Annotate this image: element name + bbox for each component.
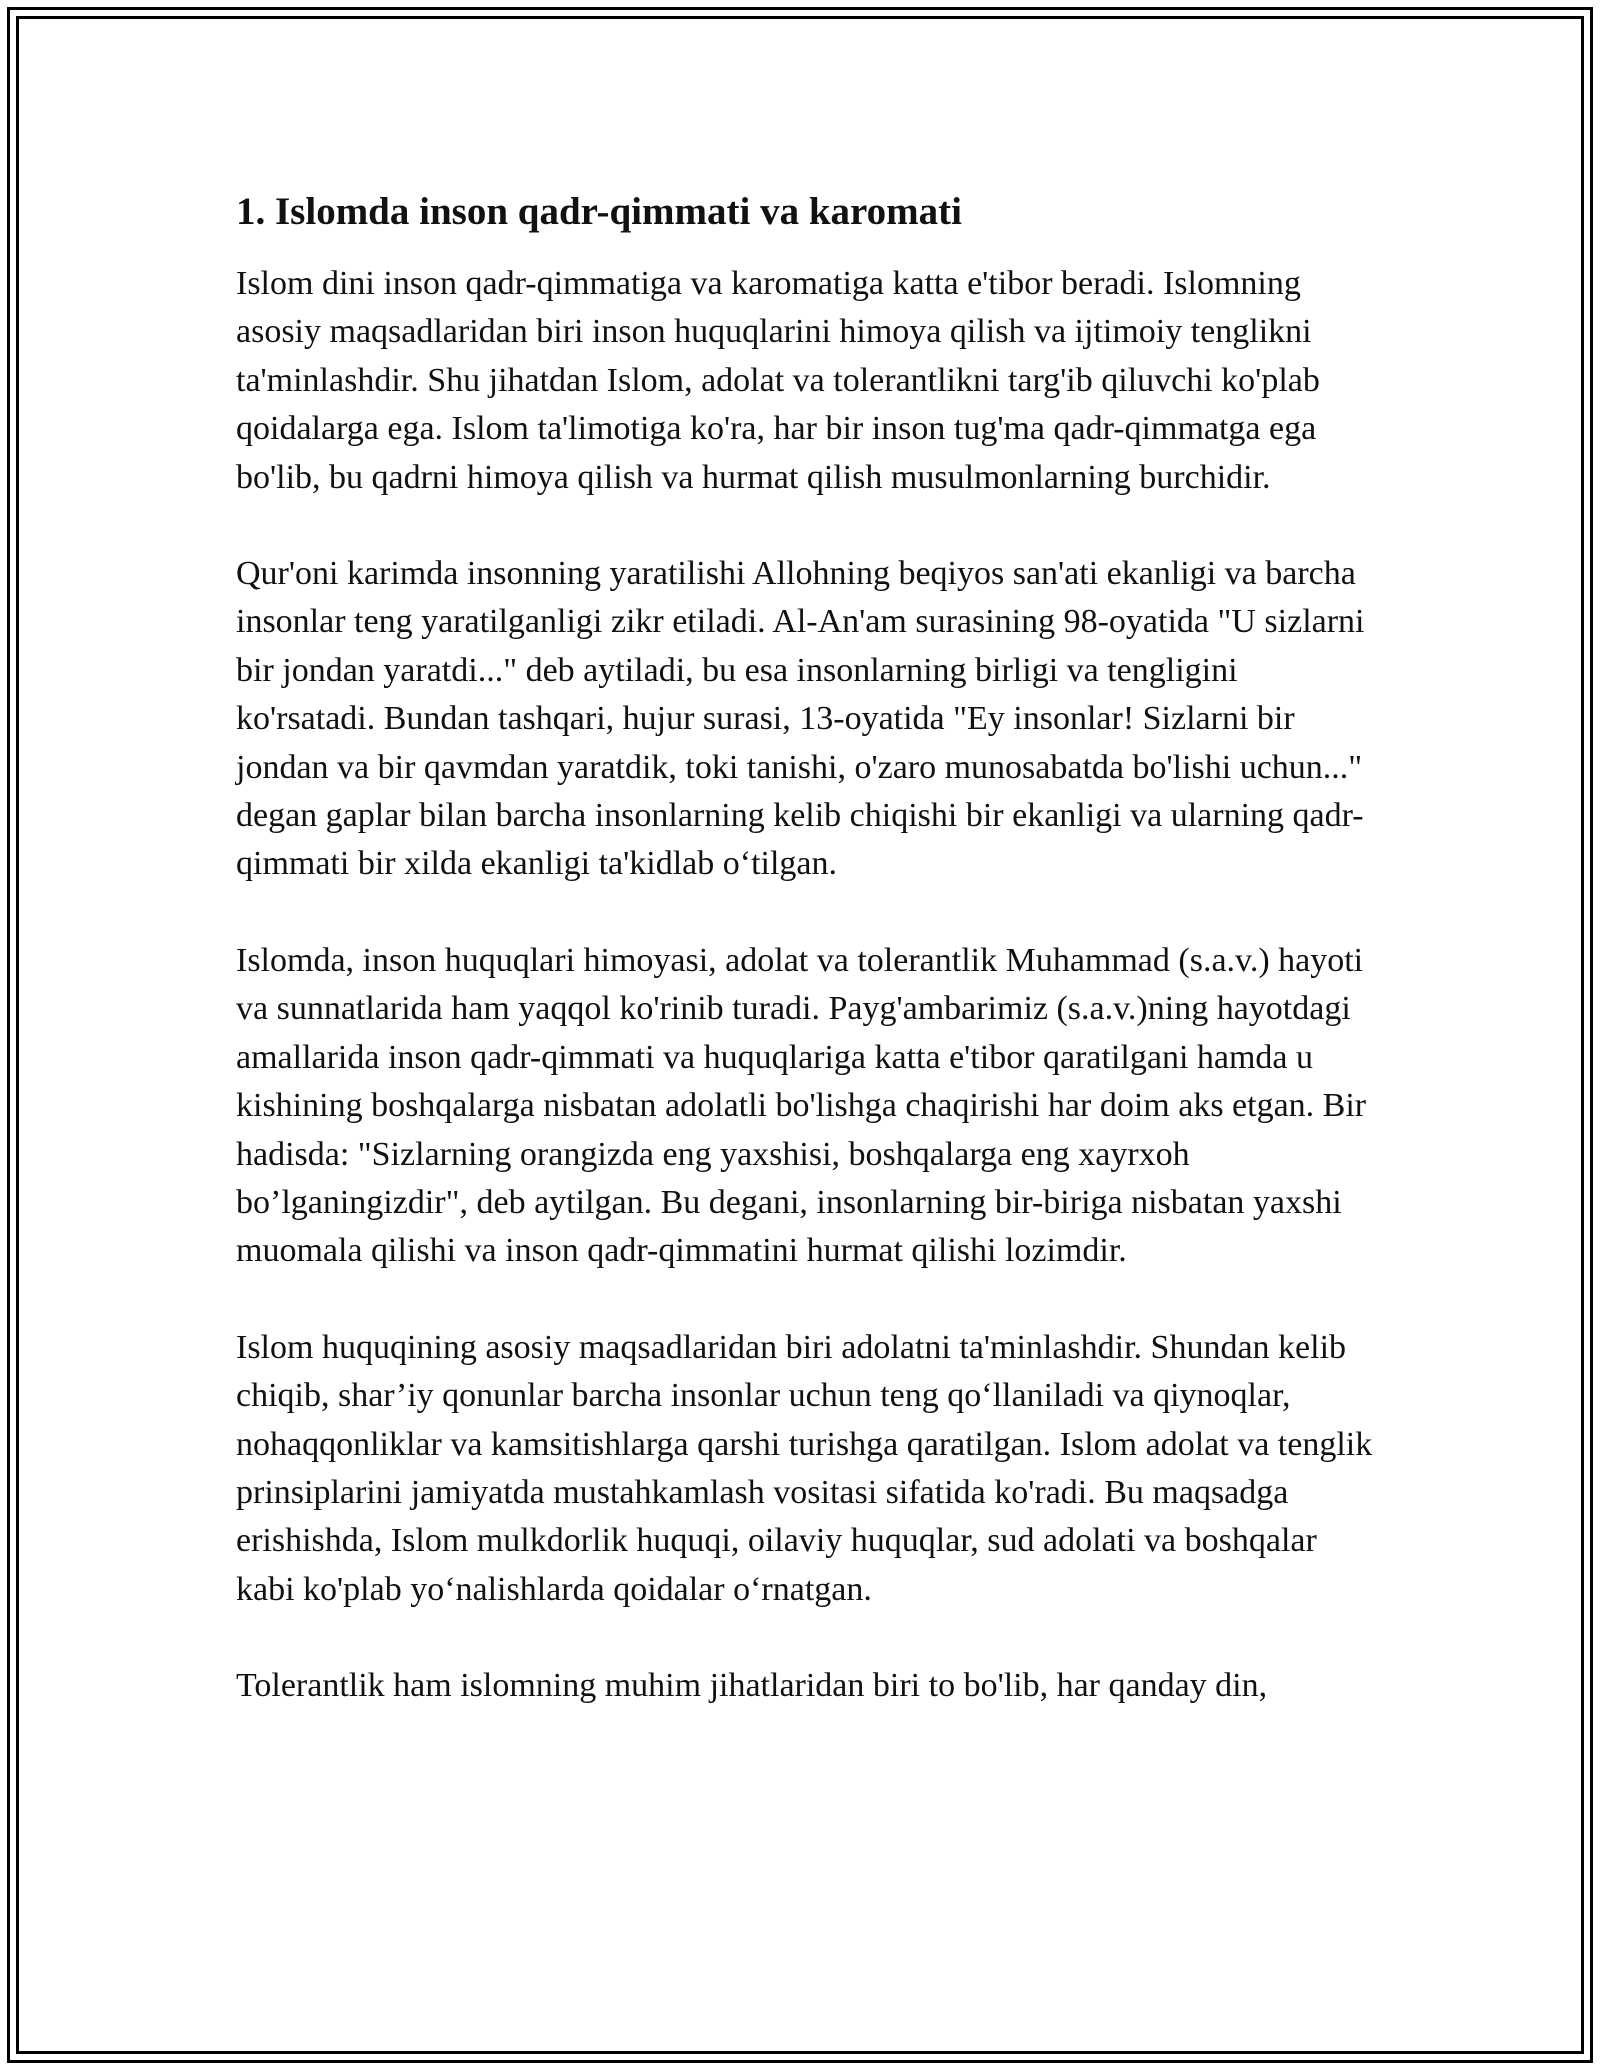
- paragraph-3: Islomda, inson huquqlari himoyasi, adolat va tolerantlik Muhammad (s.a.v.) hayoti va sunnatlarida ham yaqqol ko'rinib turadi. Payg'ambarimiz (s.a.v.)ning hayotdagi amallarida inson qadr-qimmati va huquqlariga katta e'tibor qaratilgani hamda u kishining boshqalarga nisbatan adolatli bo'lishga chaqirishi har doim aks etgan. Bir hadisda: "Sizlarning orangizda eng yaxshisi, boshqalarga eng xayrxoh bo’lganingizdir", deb aytilgan. Bu degani, insonlarning bir-biriga nisbatan yaxshi muomala qilishi va inson qadr-qimmatini hurmat qilishi lozimdir.: [236, 941, 1367, 1270]
- paragraph-4: Islom huquqining asosiy maqsadlaridan biri adolatni ta'minlashdir. Shundan kelib chiqib, shar’iy qonunlar barcha insonlar uchun teng qo‘llaniladi va qiynoqlar, nohaqqonliklar va kamsitishlarga qarshi turishga qaratilgan. Islom adolat va tenglik prinsiplarini jamiyatda mustahkamlash vositasi sifatida ko'radi. Bu maqsadga erishishda, Islom mulkdorlik huquqi, oilaviy huquqlar, sud adolati va boshqalar kabi ko'plab yo‘nalishlarda qoidalar o‘rnatgan.: [236, 1328, 1373, 1608]
- paragraph-2: Qur'oni karimda insonning yaratilishi Allohning beqiyos san'ati ekanligi va barcha insonlar teng yaratilganligi zikr etiladi. Al-An'am surasining 98-oyatida "U sizlarni bir jondan yaratdi..." deb aytiladi, bu esa insonlarning birligi va tengligini ko'rsatadi. Bundan tashqari, hujur surasi, 13-oyatida "Ey insonlar! Sizlarni bir jondan va bir qavmdan yaratdik, toki tanishi, o'zaro munosabatda bo'lishi uchun..." degan gaplar bilan barcha insonlarning kelib chiqishi bir ekanligi va ularning qadr-qimmati bir xilda ekanligi ta'kidlab o‘tilgan.: [236, 555, 1365, 883]
- document-body: [236, 188, 1376, 1759]
- section-title: 1. Islomda inson qadr-qimmati va karomati: [236, 190, 962, 233]
- paragraph-1: Islom dini inson qadr-qimmatiga va karomatiga katta e'tibor beradi. Islomning asosiy maqsadlaridan biri inson huquqlarini himoya qilish va ijtimoiy tenglikni ta'minlashdir. Shu jihatdan Islom, adolat va tolerantlikni targ'ib qiluvchi ko'plab qoidalarga ega. Islom ta'limotiga ko'ra, har bir inson tug'ma qadr-qimmatga ega bo'lib, bu qadrni himoya qilish va hurmat qilish musulmonlarning burchidir.: [236, 265, 1320, 496]
- paragraph-5: Tolerantlik ham islomning muhim jihatlaridan biri to bo'lib, har qanday din,: [236, 1667, 1268, 1705]
